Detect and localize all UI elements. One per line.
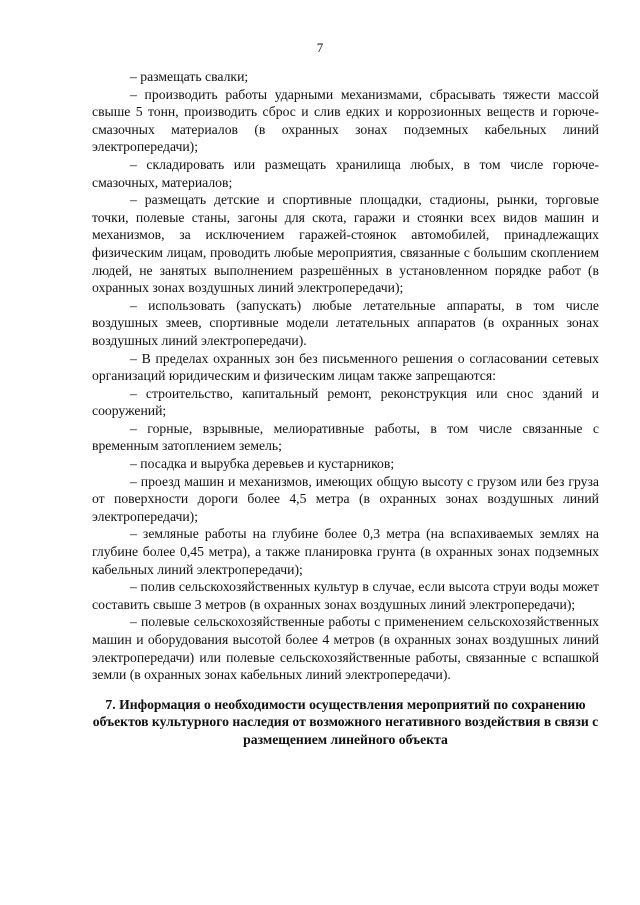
paragraph-irrigation: – полив сельскохозяйственных культур в случае, если высота струи воды может составить свыше 3 метров (в охранных зонах воздушных линий электропередачи); — [92, 579, 599, 612]
paragraph-storage: – складировать или размещать хранилища любых, в том числе горюче-смазочных, материалов; — [92, 156, 599, 190]
paragraph-field-works: – полевые сельскохозяйственные работы с применением сельскохозяйственных машин и оборудования высотой более 4 метров (в охранных зонах воздушных линий электропередачи) или полевые сельскохозяйственные работы, связанные с вспашкой земли (в охранных зонах кабельных линий электропередачи). — [92, 614, 599, 683]
paragraph-earthworks: – земляные работы на глубине более 0,3 метра (на вспахиваемых землях на глубине более 0,45 метра), а также планировка грунта (в охранных зонах подземных кабельных линий электропередачи); — [92, 526, 599, 577]
paragraph-impact-works: – производить работы ударными механизмами, сбрасывать тяжести массой свыше 5 тонн, производить сброс и слив едких и коррозионных веществ и горюче-смазочных материалов (в охранных зонах подземных кабельных линий электропередачи); — [92, 86, 599, 155]
paragraph-written-approval: – В пределах охранных зон без письменного решения о согласовании сетевых организаций юридическим и физическим лицам также запрещаются: — [92, 350, 599, 384]
document-body — [92, 68, 599, 749]
paragraph-construction: – строительство, капитальный ремонт, реконструкция или снос зданий и сооружений; — [92, 385, 599, 419]
paragraph-vehicles: – проезд машин и механизмов, имеющих общую высоту с грузом или без груза от поверхности дороги более 4,5 метра (в охранных зонах воздушных линий электропередачи); — [92, 473, 599, 524]
section-heading: 7. Информация о необходимости осуществления мероприятий по сохранению объектов культурного наследия от возможного негативного воздействия в связи с размещением линейного объекта — [92, 696, 599, 747]
page-number: 7 — [316, 40, 324, 55]
paragraph-aircraft: – использовать (запускать) любые летательные аппараты, в том числе воздушных змеев, спортивные модели летательных аппаратов (в охранных зонах воздушных линий электропередачи). — [92, 297, 599, 348]
paragraph-dumps: – размещать свалки; — [130, 69, 249, 84]
paragraph-playgrounds: – размещать детские и спортивные площадки, стадионы, рынки, торговые точки, полевые станы, загоны для скота, гаражи и стоянки всех видов машин и механизмов, за исключением гаражей-стоянок автомобилей, принадлежащих физическим лицам, проводить любые мероприятия, связанные с большим скоплением людей, не занятых выполнением разрешённых в установленном порядке работ (в охранных зонах воздушных линий электропередачи); — [92, 192, 599, 296]
paragraph-trees: – посадка и вырубка деревьев и кустарников; — [130, 456, 395, 472]
paragraph-mining: – горные, взрывные, мелиоративные работы, в том числе связанные с временным затоплением земель; — [92, 420, 599, 454]
